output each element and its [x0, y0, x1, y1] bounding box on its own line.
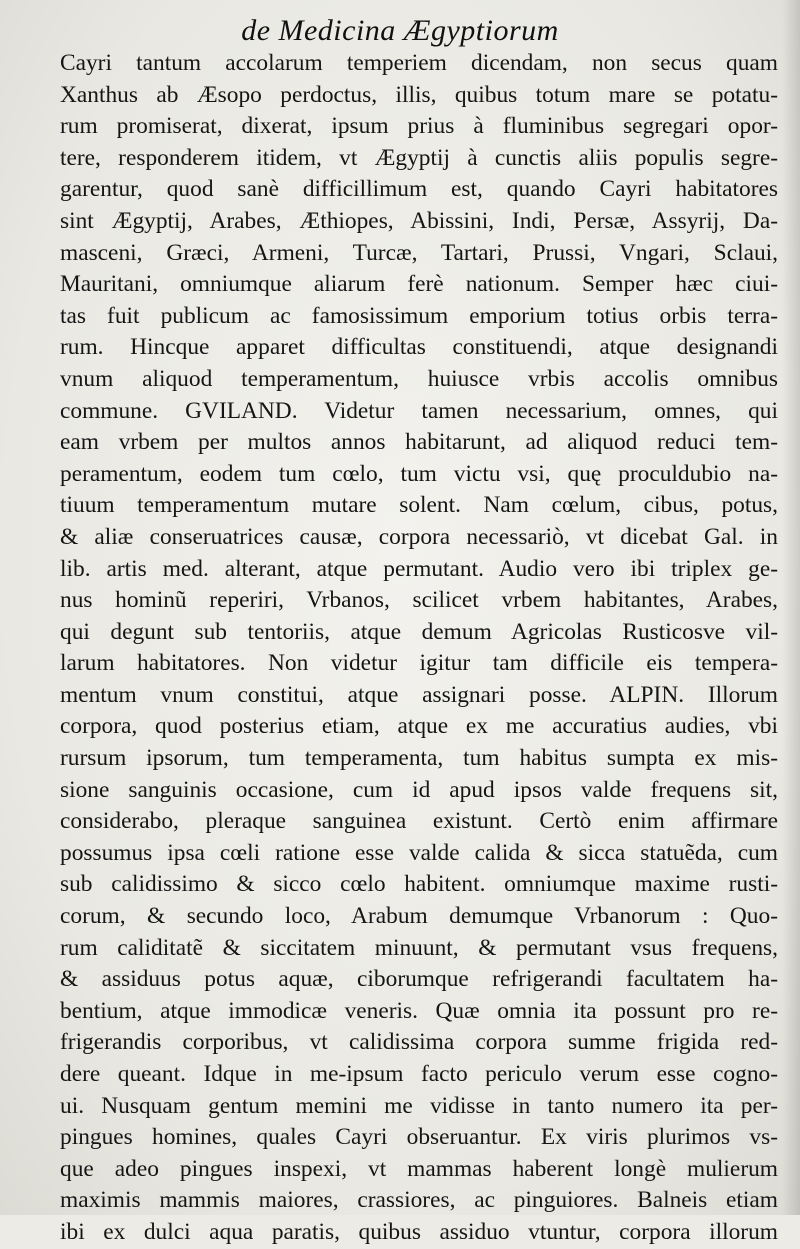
- text-line: nus hominũ reperiri, Vrbanos, scilicet vrbem habitantes, Arabes,: [60, 587, 778, 614]
- text-line: que adeo pingues inspexi, vt mammas haberent longè mulierum: [60, 1155, 778, 1182]
- text-line: rum. Hincque apparet difficultas constituendi, atque designandi: [60, 334, 778, 361]
- text-line: qui degunt sub tentoriis, atque demum Agricolas Rusticosve vil-: [60, 618, 778, 645]
- text-line: commune. GVILAND. Videtur tamen necessarium, omnes, qui: [60, 397, 778, 424]
- text-line: rursum ipsorum, tum temperamenta, tum habitus sumpta ex mis-: [60, 745, 778, 772]
- text-line: vnum aliquod temperamentum, huiusce vrbis accolis omnibus: [60, 365, 778, 392]
- text-line: corpora, quod posterius etiam, atque ex me accuratius audies, vbi: [60, 713, 778, 740]
- text-line: masceni, Græci, Armeni, Turcæ, Tartari, Prussi, Vngari, Sclaui,: [60, 239, 778, 266]
- text-line: mentum vnum constitui, atque assignari posse. ALPIN. Illorum: [60, 681, 778, 708]
- page-edge-shadow: [782, 0, 800, 1215]
- body-text: [60, 48, 778, 1249]
- text-line: garentur, quod sanè difficillimum est, quando Cayri habitatores: [60, 176, 778, 203]
- text-line: Cayri tantum accolarum temperiem dicendam, non secus quam: [60, 50, 778, 76]
- text-line: tas fuit publicum ac famosissimum emporium totius orbis terra-: [60, 302, 778, 329]
- text-line: bentium, atque immodicæ veneris. Quæ omnia ita possunt pro re-: [60, 997, 778, 1024]
- text-line: considerabo, pleraque sanguinea existunt. Certò enim affirmare: [60, 808, 778, 835]
- text-line: possumus ipsa cœli ratione esse valde calida & sicca statuẽda, cum: [60, 839, 778, 866]
- text-line: Xanthus ab Æsopo perdoctus, illis, quibus totum mare se potatu-: [60, 81, 778, 108]
- text-line: ui. Nusquam gentum memini me vidisse in tanto numero ita per-: [60, 1092, 778, 1119]
- text-line: pingues homines, quales Cayri obseruantur. Ex viris plurimos vs-: [60, 1124, 778, 1151]
- text-line: & aliæ conseruatrices causæ, corpora necessariò, vt dicebat Gal. in: [60, 523, 778, 550]
- text-line: corum, & secundo loco, Arabum demumque Vrbanorum : Quo-: [60, 903, 778, 930]
- text-line: larum habitatores. Non videtur igitur tam difficile eis tempera-: [60, 650, 778, 677]
- text-line: eam vrbem per multos annos habitarunt, ad aliquod reduci tem-: [60, 429, 778, 456]
- text-line: tere, responderem itidem, vt Ægyptij à cunctis aliis populis segre-: [60, 144, 778, 171]
- text-line: & assiduus potus aquæ, ciborumque refrigerandi facultatem ha-: [60, 966, 778, 993]
- text-line: maximis mammis maiores, crassiores, ac pinguiores. Balneis etiam: [60, 1187, 778, 1214]
- running-head: de Medicina Ægyptiorum: [241, 14, 559, 47]
- text-line: frigerandis corporibus, vt calidissima corpora summe frigida red-: [60, 1029, 778, 1056]
- text-line: Mauritani, omniumque aliarum ferè nationum. Semper hæc ciui-: [60, 271, 778, 298]
- text-line: sint Ægyptij, Arabes, Æthiopes, Abissini, Indi, Persæ, Assyrij, Da-: [60, 207, 778, 234]
- text-line: rum promiserat, dixerat, ipsum prius à fluminibus segregari opor-: [60, 113, 778, 140]
- text-line: tiuum temperamentum mutare solent. Nam cœlum, cibus, potus,: [60, 492, 778, 519]
- text-line: peramentum, eodem tum cœlo, tum victu vsi, quę proculdubio na-: [60, 460, 778, 487]
- text-line: lib. artis med. alterant, atque permutant. Audio vero ibi triplex ge-: [60, 555, 778, 582]
- text-line: sub calidissimo & sicco cœlo habitent. omniumque maxime rusti-: [60, 871, 778, 898]
- text-line: rum caliditatẽ & siccitatem minuunt, & permutant vsus frequens,: [60, 934, 778, 961]
- text-line: sione sanguinis occasione, cum id apud ipsos valde frequens sit,: [60, 776, 778, 803]
- text-line: dere queant. Idque in me-ipsum facto periculo verum esse cogno-: [60, 1061, 778, 1087]
- text-line: ibi ex dulci aqua paratis, quibus assiduo vtuntur, corpora illorum: [60, 1218, 778, 1245]
